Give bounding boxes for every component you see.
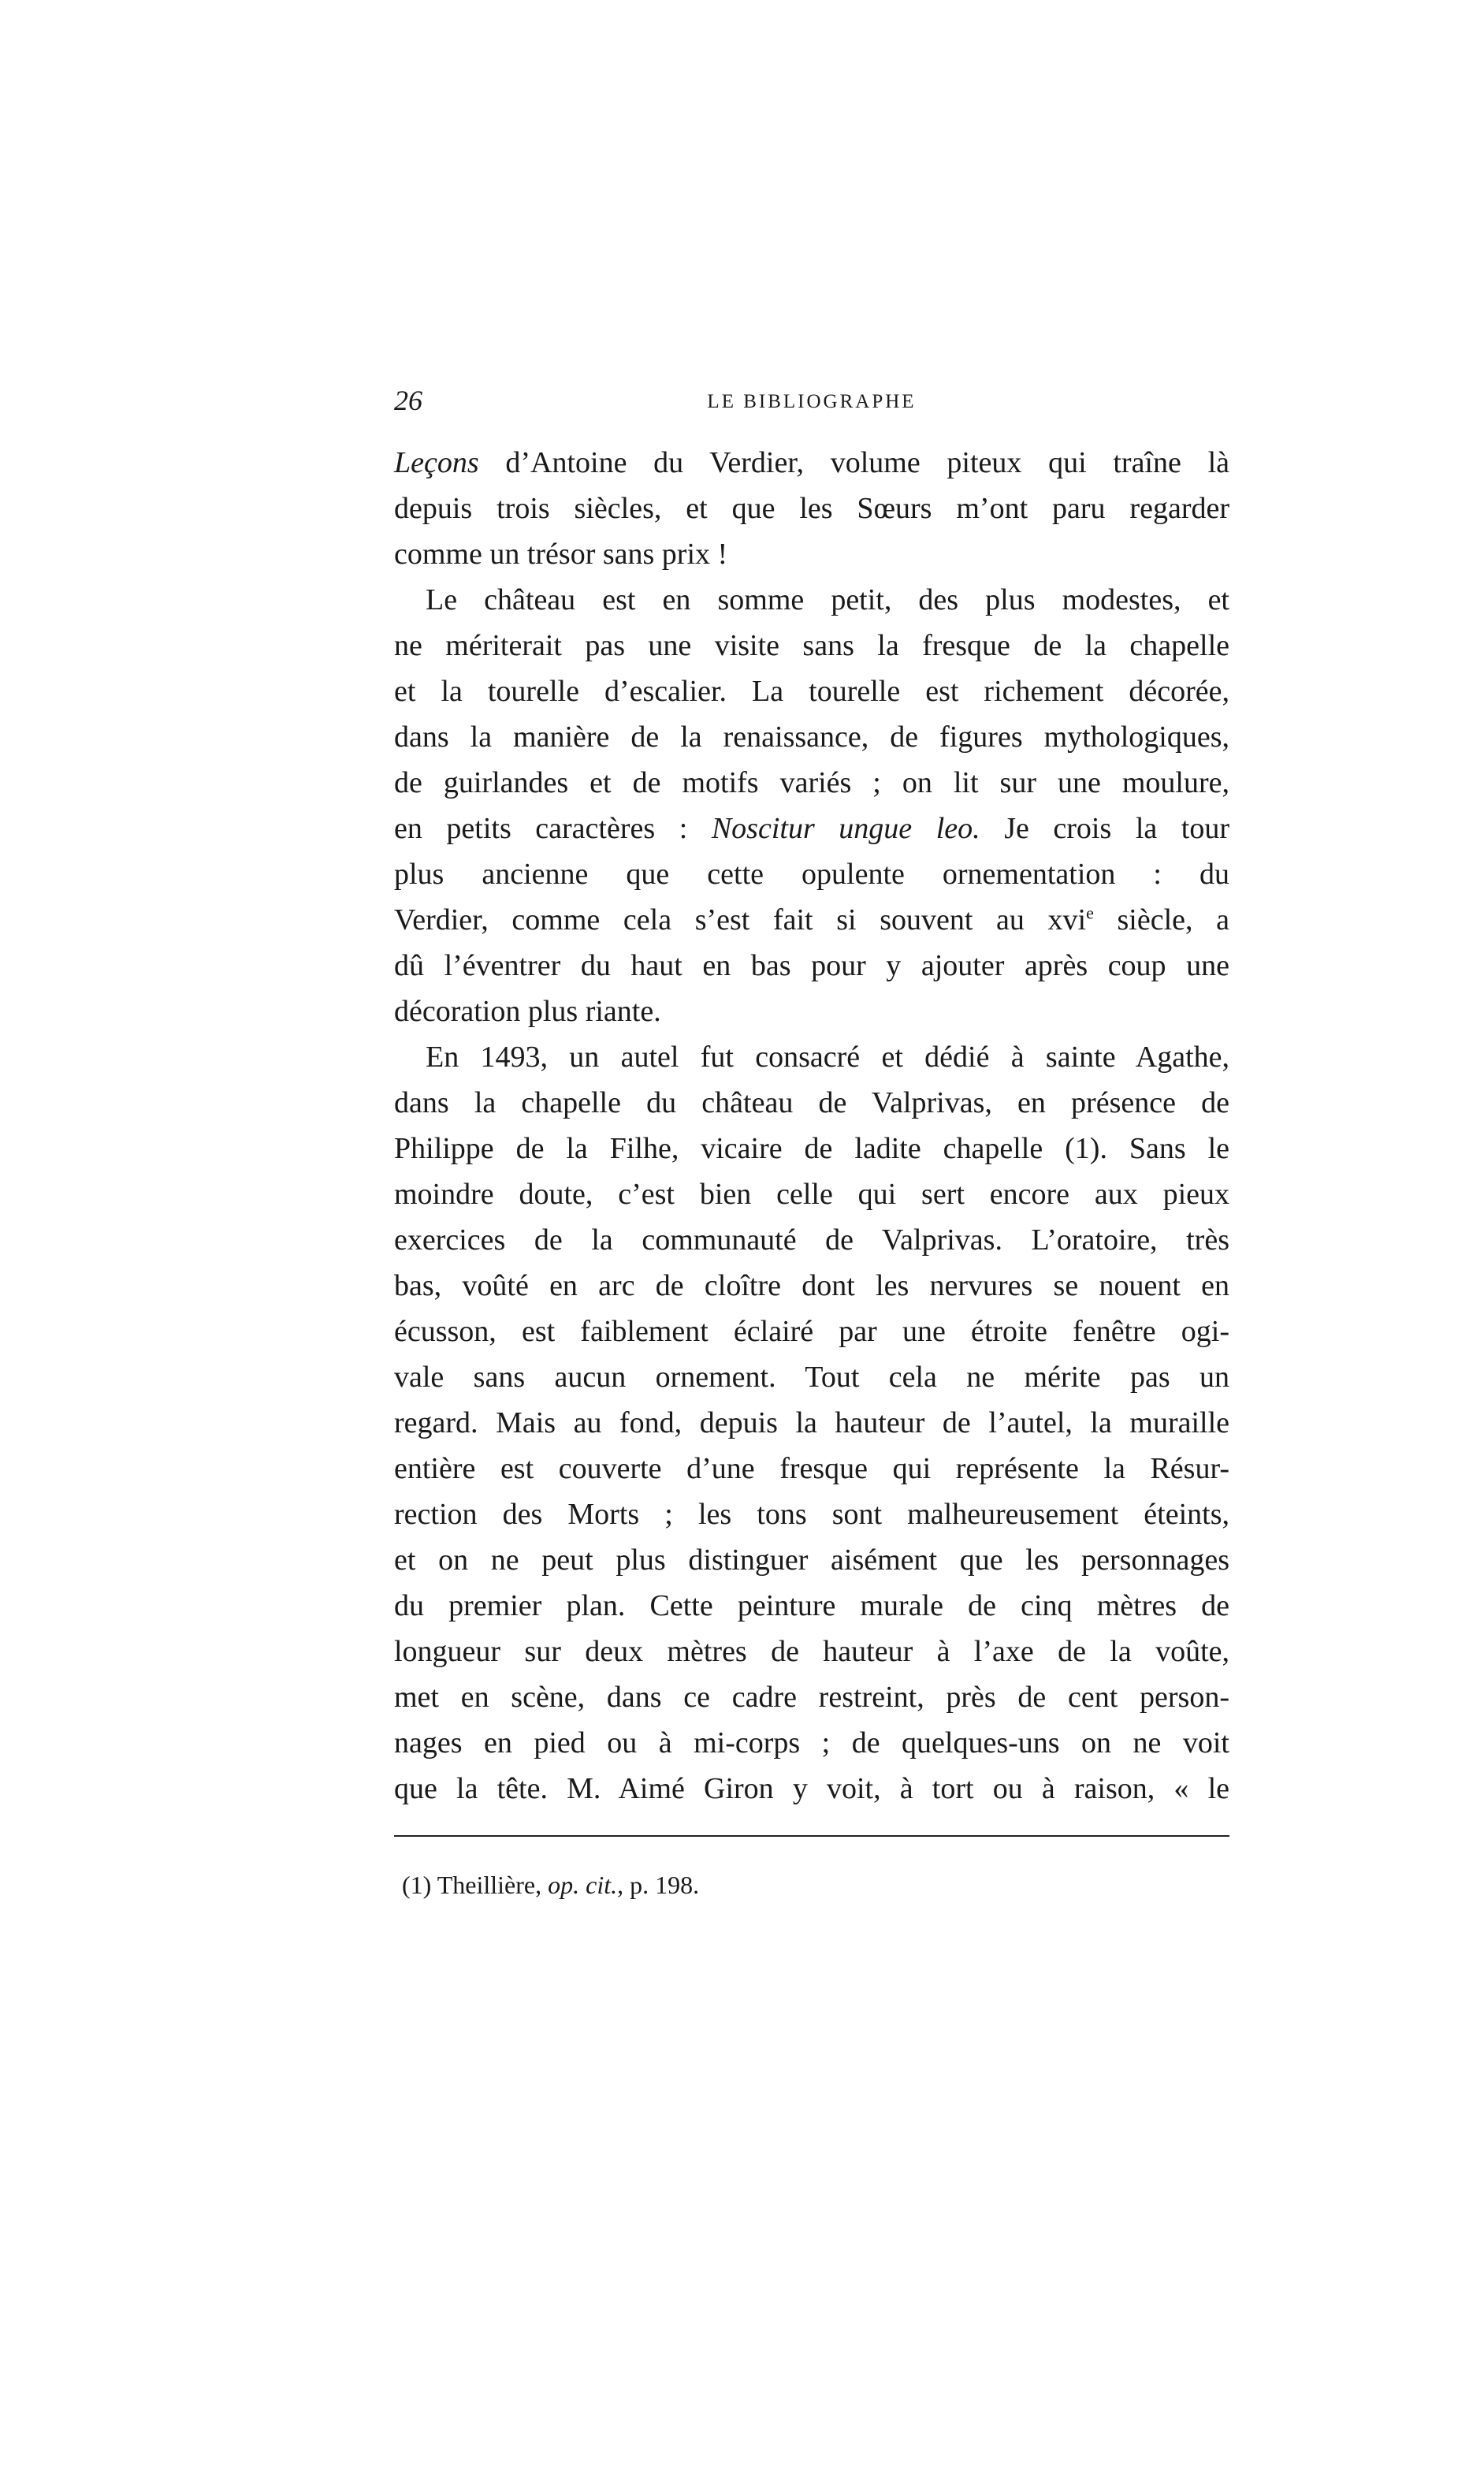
text-line: depuis trois siècles, et que les Sœurs m’ont paru regarder xyxy=(394,492,1229,525)
text-line: Verdier, comme cela s’est fait si souvent au xvi$^e$ siècle, a xyxy=(394,903,1229,937)
text-line: dans la manière de la renaissance, de figures mythologiques, xyxy=(394,721,1229,754)
text-line: vale sans aucun ornement. Tout cela ne mérite pas un xyxy=(394,1361,1229,1394)
text-line: entière est couverte d’une fresque qui représente la Résur- xyxy=(394,1452,1229,1485)
text-line: met en scène, dans ce cadre restreint, près de cent person- xyxy=(394,1681,1229,1714)
text-line: et on ne peut plus distinguer aisément que les personnages xyxy=(394,1543,1229,1577)
page-header xyxy=(394,383,1229,418)
text-line: du premier plan. Cette peinture murale de cinq mètres de xyxy=(394,1589,1229,1622)
footnote: (1) Theillière, op. cit., p. 198. xyxy=(402,1871,700,1899)
text-line: nages en pied ou à mi-corps ; de quelques-uns on ne voit xyxy=(394,1726,1229,1759)
text-line: en petits caractères : Noscitur ungue leo. Je crois la tour xyxy=(394,812,1230,845)
text-line: que la tête. M. Aimé Giron y voit, à tort ou à raison, « le xyxy=(394,1772,1229,1805)
footnote-divider xyxy=(394,1835,1229,1837)
text-line: Le château est en somme petit, des plus modestes, et xyxy=(426,583,1229,616)
text-line: de guirlandes et de motifs variés ; on lit sur une moulure, xyxy=(394,766,1229,799)
text-line: écusson, est faiblement éclairé par une étroite fenêtre ogi- xyxy=(394,1315,1229,1348)
page-number: 26 xyxy=(394,385,422,416)
text-line: ne mériterait pas une visite sans la fresque de la chapelle xyxy=(394,629,1229,662)
text-line: regard. Mais au fond, depuis la hauteur de l’autel, la muraille xyxy=(394,1406,1229,1439)
text-line: dans la chapelle du château de Valprivas, en présence de xyxy=(394,1086,1229,1119)
text-line: exercices de la communauté de Valprivas. L’oratoire, très xyxy=(394,1223,1229,1257)
text-line: En 1493, un autel fut consacré et dédié à sainte Agathe, xyxy=(426,1041,1229,1074)
text-line: et la tourelle d’escalier. La tourelle est richement décorée, xyxy=(394,675,1229,708)
text-line: moindre doute, c’est bien celle qui sert encore aux pieux xyxy=(394,1178,1229,1211)
text-line: Leçons d’Antoine du Verdier, volume piteux qui traîne là xyxy=(394,446,1229,479)
text-line: comme un trésor sans prix ! xyxy=(394,538,728,571)
text-line: bas, voûté en arc de cloître dont les nervures se nouent en xyxy=(394,1269,1229,1302)
text-line: longueur sur deux mètres de hauteur à l’axe de la voûte, xyxy=(394,1635,1229,1668)
text-line: plus ancienne que cette opulente ornementation : du xyxy=(394,858,1229,891)
text-line: rection des Morts ; les tons sont malheureusement éteints, xyxy=(394,1498,1229,1531)
text-line: décoration plus riante. xyxy=(394,995,661,1028)
text-line: dû l’éventrer du haut en bas pour y ajouter après coup une xyxy=(394,949,1229,982)
body-text xyxy=(394,440,1229,1812)
running-head: LE BIBLIOGRAPHE xyxy=(707,391,917,412)
text-line: Philippe de la Filhe, vicaire de ladite chapelle (1). Sans le xyxy=(394,1132,1229,1165)
